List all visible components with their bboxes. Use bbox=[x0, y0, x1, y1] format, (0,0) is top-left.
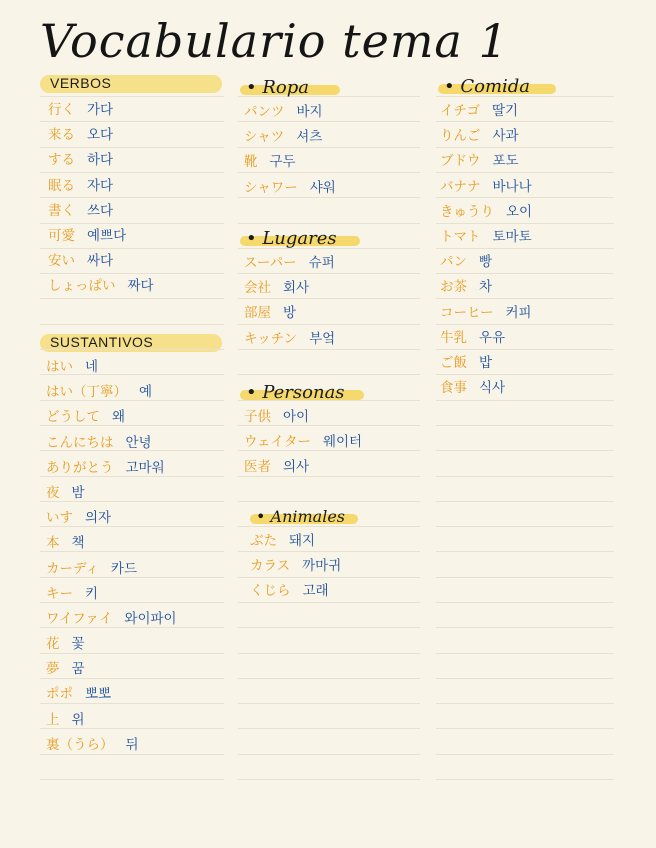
japanese-word: 夜 bbox=[46, 484, 60, 501]
japanese-word: 安い bbox=[48, 253, 75, 270]
korean-word: 자다 bbox=[87, 177, 114, 194]
korean-word: 회사 bbox=[283, 280, 310, 297]
ruled-line bbox=[436, 779, 614, 780]
japanese-word: 食事 bbox=[440, 380, 467, 397]
vocab-entry bbox=[46, 733, 220, 758]
japanese-word: 夢 bbox=[46, 661, 60, 678]
ruled-line bbox=[436, 627, 614, 628]
ruled-line bbox=[436, 476, 614, 477]
korean-word: 까마귀 bbox=[302, 558, 342, 575]
korean-word: 의자 bbox=[85, 510, 112, 527]
column-middle-lugares bbox=[238, 227, 418, 352]
vocab-entry bbox=[48, 98, 220, 123]
vocab-entry bbox=[48, 174, 220, 199]
vocab-entry bbox=[250, 529, 428, 554]
japanese-word: 医者 bbox=[244, 459, 271, 476]
japanese-word: きゅうり bbox=[440, 203, 494, 220]
vocab-entry bbox=[46, 481, 220, 506]
vocab-entry bbox=[46, 380, 220, 405]
vocab-entry bbox=[440, 99, 616, 124]
ruled-line bbox=[238, 754, 420, 755]
japanese-word: お茶 bbox=[440, 279, 467, 296]
japanese-word: りんご bbox=[440, 128, 481, 145]
japanese-word: 眠る bbox=[48, 177, 75, 194]
vocab-entry bbox=[244, 405, 418, 430]
japanese-word: 書く bbox=[48, 202, 75, 219]
vocab-entry bbox=[440, 376, 616, 401]
japanese-word: はい bbox=[46, 359, 73, 375]
korean-word: 책 bbox=[71, 535, 85, 552]
ruled-line bbox=[40, 779, 224, 780]
column-left bbox=[40, 72, 220, 300]
section-heading-sustantivos: SUSTANTIVOS bbox=[40, 331, 220, 353]
japanese-word: 会社 bbox=[244, 280, 271, 297]
ruled-line bbox=[238, 678, 420, 679]
korean-word: 꿈 bbox=[71, 661, 85, 678]
korean-word: 샤워 bbox=[309, 179, 336, 196]
japanese-word: カラス bbox=[250, 558, 291, 575]
vocab-entry bbox=[244, 455, 418, 480]
korean-word: 부엌 bbox=[309, 330, 336, 347]
korean-word: 왜 bbox=[112, 409, 126, 426]
vocab-entry bbox=[46, 431, 220, 456]
korean-word: 사과 bbox=[492, 128, 519, 145]
ruled-line bbox=[436, 526, 614, 527]
ruled-line bbox=[436, 754, 614, 755]
ruled-line bbox=[40, 324, 224, 325]
vocab-entry bbox=[46, 582, 220, 607]
korean-word: 오다 bbox=[87, 127, 114, 144]
korean-word: 고래 bbox=[302, 583, 329, 600]
ruled-line bbox=[436, 728, 614, 729]
ruled-line bbox=[238, 374, 420, 375]
column-middle-personas bbox=[238, 381, 418, 481]
section-heading-verbos: VERBOS bbox=[40, 72, 220, 94]
japanese-word: ブドウ bbox=[440, 153, 481, 170]
vocab-entry bbox=[440, 301, 616, 326]
section-heading-animales: • Animales bbox=[248, 505, 428, 529]
japanese-word: キー bbox=[46, 585, 73, 602]
ruled-line bbox=[238, 223, 420, 224]
ruled-line bbox=[436, 577, 614, 578]
korean-word: 와이파이 bbox=[124, 610, 177, 627]
vocab-entry bbox=[48, 274, 220, 299]
japanese-word: パン bbox=[440, 254, 467, 271]
japanese-word: ぶた bbox=[250, 533, 277, 549]
korean-word: 슈퍼 bbox=[308, 255, 335, 271]
korean-word: 뒤 bbox=[125, 736, 139, 753]
vocab-entry bbox=[46, 506, 220, 531]
vocab-entry bbox=[46, 405, 220, 430]
vocab-entry bbox=[46, 607, 220, 632]
personas-list bbox=[238, 405, 418, 481]
vocab-entry bbox=[244, 301, 418, 326]
japanese-word: スーパー bbox=[244, 255, 297, 271]
korean-word: 네 bbox=[85, 359, 99, 375]
column-middle-animales bbox=[248, 505, 428, 605]
vocab-entry bbox=[46, 708, 220, 733]
ruled-line bbox=[436, 653, 614, 654]
korean-word: 아이 bbox=[283, 409, 310, 425]
ruled-line bbox=[436, 551, 614, 552]
korean-word: 바나나 bbox=[492, 178, 532, 195]
japanese-word: 花 bbox=[46, 636, 60, 653]
vocab-entry bbox=[48, 148, 220, 173]
korean-word: 꽃 bbox=[71, 636, 85, 653]
section-heading-comida: • Comida bbox=[436, 75, 616, 99]
japanese-word: しょっぱい bbox=[48, 278, 116, 295]
korean-word: 밥 bbox=[479, 354, 493, 371]
ropa-list bbox=[238, 100, 418, 201]
korean-word: 우유 bbox=[479, 329, 506, 346]
ruled-line bbox=[238, 728, 420, 729]
korean-word: 하다 bbox=[87, 152, 114, 169]
page-title: Vocabulario tema 1 bbox=[40, 14, 509, 68]
korean-word: 웨이터 bbox=[322, 434, 363, 451]
column-right bbox=[436, 75, 616, 401]
vocab-entry bbox=[440, 149, 616, 174]
korean-word: 차 bbox=[479, 279, 493, 296]
vocab-entry bbox=[250, 554, 428, 579]
vocab-entry bbox=[46, 456, 220, 481]
ruled-line bbox=[238, 627, 420, 628]
vocab-entry bbox=[244, 276, 418, 301]
korean-word: 오이 bbox=[506, 203, 533, 220]
korean-word: 빵 bbox=[479, 254, 493, 271]
vocab-entry bbox=[440, 351, 616, 376]
japanese-word: シャワー bbox=[244, 179, 298, 196]
korean-word: 카드 bbox=[110, 560, 138, 577]
japanese-word: ありがとう bbox=[46, 459, 114, 476]
korean-word: 뽀뽀 bbox=[85, 686, 112, 703]
lugares-list bbox=[238, 251, 418, 352]
ruled-line bbox=[238, 703, 420, 704]
vocab-entry bbox=[48, 123, 220, 148]
korean-word: 딸기 bbox=[491, 103, 519, 119]
japanese-word: シャツ bbox=[244, 129, 285, 146]
japanese-word: カーディ bbox=[46, 560, 99, 577]
vocab-entry bbox=[250, 579, 428, 604]
vocab-entry bbox=[46, 682, 220, 707]
japanese-word: トマト bbox=[440, 228, 481, 245]
korean-word: 방 bbox=[283, 305, 297, 322]
vocab-entry bbox=[46, 355, 220, 380]
japanese-word: ご飯 bbox=[440, 354, 467, 371]
korean-word: 쓰다 bbox=[87, 202, 114, 219]
vocab-entry bbox=[48, 224, 220, 249]
vocab-entry bbox=[440, 250, 616, 275]
korean-word: 예 bbox=[139, 384, 153, 401]
japanese-word: ポポ bbox=[46, 686, 73, 703]
japanese-word: どうして bbox=[46, 409, 100, 426]
sustantivos-list bbox=[40, 355, 220, 758]
japanese-word: いす bbox=[46, 510, 73, 527]
korean-word: 밤 bbox=[71, 484, 85, 501]
japanese-word: する bbox=[48, 152, 75, 169]
vocab-entry bbox=[440, 200, 616, 225]
japanese-word: 牛乳 bbox=[440, 329, 467, 346]
section-heading-lugares: • Lugares bbox=[238, 227, 418, 251]
column-middle bbox=[238, 76, 418, 201]
japanese-word: キッチン bbox=[244, 330, 298, 347]
vocab-entry bbox=[440, 175, 616, 200]
japanese-word: 裏（うら） bbox=[46, 736, 114, 753]
vocab-entry bbox=[440, 326, 616, 351]
section-heading-ropa: • Ropa bbox=[238, 76, 418, 100]
vocab-entry bbox=[46, 632, 220, 657]
ruled-line bbox=[238, 779, 420, 780]
vocab-entry bbox=[244, 150, 418, 175]
ruled-line bbox=[436, 425, 614, 426]
vocab-entry bbox=[244, 251, 418, 276]
japanese-word: ウェイター bbox=[244, 434, 311, 451]
japanese-word: ワイファイ bbox=[46, 610, 113, 627]
japanese-word: パンツ bbox=[244, 104, 285, 120]
ruled-line bbox=[436, 678, 614, 679]
ruled-line bbox=[436, 602, 614, 603]
ruled-line bbox=[238, 653, 420, 654]
vocab-entry bbox=[46, 557, 220, 582]
animales-list bbox=[248, 529, 428, 605]
column-left-lower bbox=[40, 331, 220, 758]
japanese-word: 本 bbox=[46, 535, 60, 552]
korean-word: 고마워 bbox=[125, 459, 165, 476]
ruled-line bbox=[436, 450, 614, 451]
japanese-word: バナナ bbox=[440, 178, 481, 195]
vocab-entry bbox=[440, 275, 616, 300]
korean-word: 돼지 bbox=[289, 533, 316, 549]
vocab-entry bbox=[244, 100, 418, 125]
vocab-entry bbox=[244, 125, 418, 150]
korean-word: 셔츠 bbox=[296, 129, 323, 146]
japanese-word: 来る bbox=[48, 127, 75, 144]
korean-word: 위 bbox=[71, 711, 85, 728]
ruled-line bbox=[238, 501, 420, 502]
korean-word: 구두 bbox=[269, 154, 296, 171]
korean-word: 안녕 bbox=[125, 434, 152, 451]
comida-list bbox=[436, 99, 616, 401]
japanese-word: イチゴ bbox=[440, 103, 480, 119]
vocab-entry bbox=[46, 657, 220, 682]
japanese-word: 子供 bbox=[244, 409, 271, 425]
japanese-word: こんにちは bbox=[46, 434, 114, 451]
vocab-entry bbox=[244, 327, 418, 352]
japanese-word: コーヒー bbox=[440, 304, 494, 321]
japanese-word: 靴 bbox=[244, 154, 258, 171]
korean-word: 가다 bbox=[87, 102, 114, 118]
korean-word: 토마토 bbox=[492, 228, 532, 245]
ruled-line bbox=[436, 703, 614, 704]
vocab-entry bbox=[440, 124, 616, 149]
vocab-entry bbox=[46, 531, 220, 556]
japanese-word: 部屋 bbox=[244, 305, 271, 322]
verbos-list bbox=[40, 98, 220, 300]
vocab-entry bbox=[48, 249, 220, 274]
korean-word: 의사 bbox=[283, 459, 310, 476]
vocab-entry bbox=[244, 176, 418, 201]
korean-word: 싸다 bbox=[87, 253, 114, 270]
korean-word: 포도 bbox=[492, 153, 519, 170]
korean-word: 식사 bbox=[479, 380, 506, 397]
vocab-entry bbox=[244, 430, 418, 455]
ruled-line bbox=[436, 501, 614, 502]
japanese-word: はい（丁寧） bbox=[46, 384, 127, 401]
vocab-entry bbox=[440, 225, 616, 250]
section-heading-personas: • Personas bbox=[238, 381, 418, 405]
korean-word: 예쁘다 bbox=[87, 227, 127, 244]
japanese-word: 可愛 bbox=[48, 227, 75, 244]
japanese-word: くじら bbox=[250, 583, 291, 600]
korean-word: 커피 bbox=[505, 304, 532, 321]
japanese-word: 行く bbox=[48, 102, 75, 118]
korean-word: 키 bbox=[85, 585, 99, 602]
vocab-entry bbox=[48, 199, 220, 224]
japanese-word: 上 bbox=[46, 711, 60, 728]
korean-word: 바지 bbox=[296, 104, 323, 120]
korean-word: 짜다 bbox=[127, 278, 154, 295]
